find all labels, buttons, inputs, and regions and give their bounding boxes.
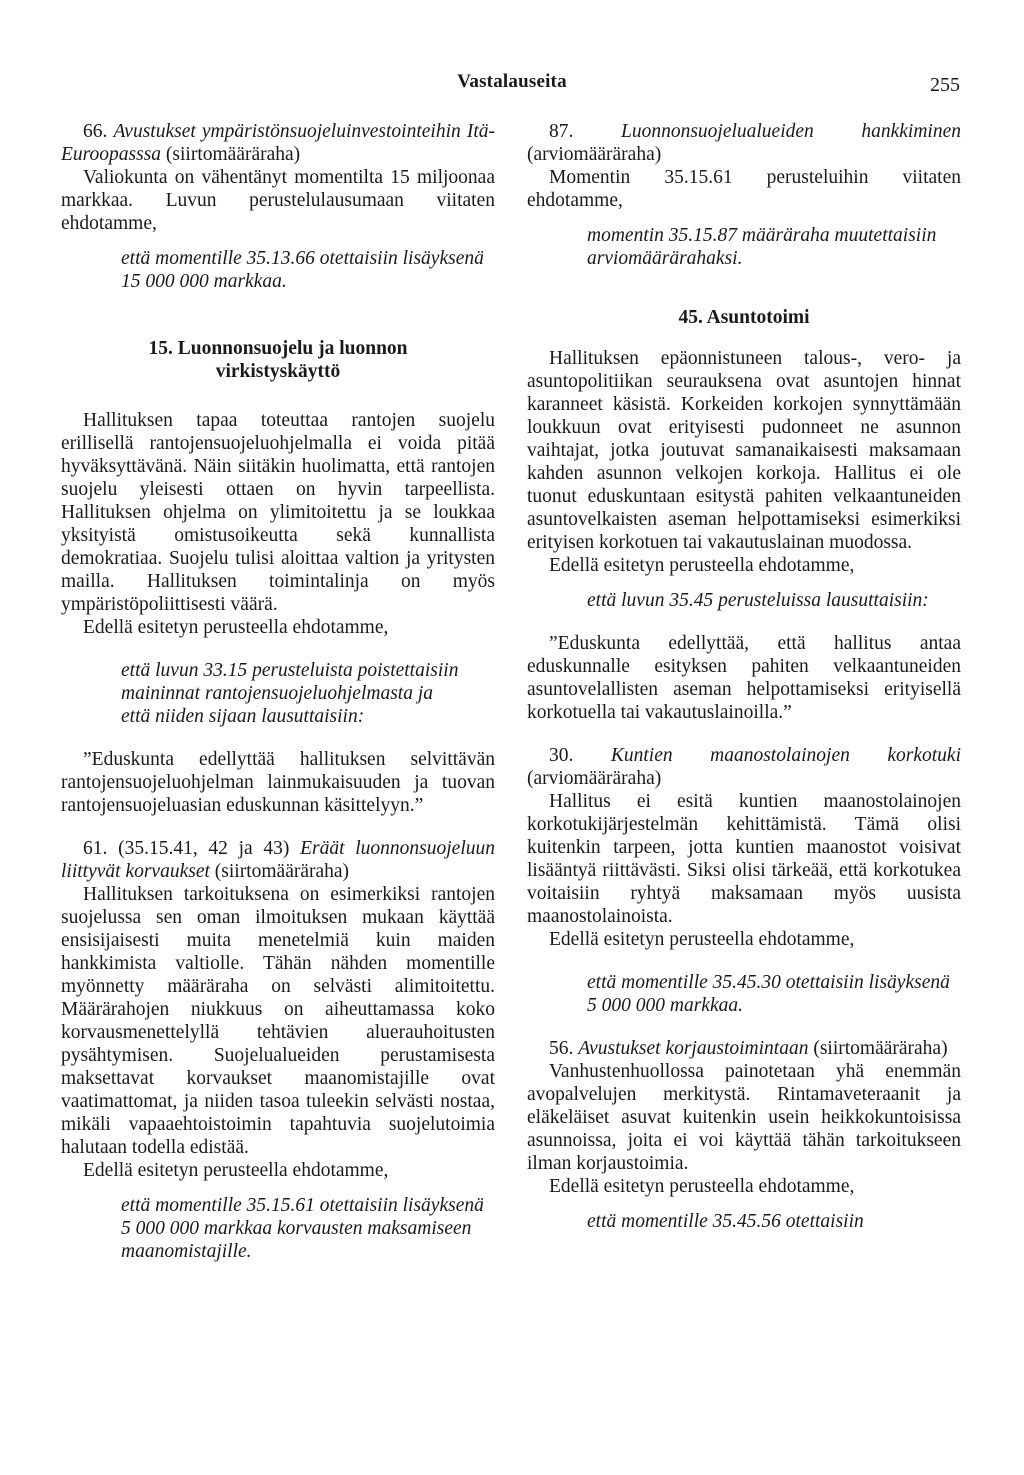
section-56-name: Avustukset korjaustoimintaan bbox=[578, 1038, 809, 1059]
chapter-45-quote: ”Eduskunta edellyttää, että hallitus antaa eduskunnalle esityksen pahiten velkaantuneiden asuntovelallisten aseman helpottamiseksi erityisellä korkotuella tai vakautuslainoilla.” bbox=[527, 633, 961, 723]
section-30-name: Kuntien maanostolainojen korkotuki bbox=[610, 745, 961, 766]
section-56-number: 56. bbox=[549, 1038, 579, 1059]
section-30-lead: Edellä esitetyn perusteella ehdotamme, bbox=[549, 929, 855, 950]
section-56-body: Vanhustenhuollossa painotetaan yhä enemmän avopalvelujen merkitystä. Rintamaveteraanit ja eläkeläiset asuvat kuitenkin usein heikkokuntoisissa asunnoissa, joita ei voi käyttää tähän tarkoitukseen ilman korjaustoimia. bbox=[527, 1061, 961, 1174]
section-61-kind: (siirtomääräraha) bbox=[209, 861, 350, 882]
chapter-15-body: Hallituksen tapaa toteuttaa rantojen suojelu erillisellä rantojensuojeluohjelmalla ei voida pitää hyväksyttävänä. Näin siitäkin huolimatta, että rantojen suojelu yleisesti ottaen on hyvin tarpeellista. Hallituksen ohjelma on ylimitoitettu ja se loukkaa yksityistä omistusoikeutta sekä kunnallista demokratiaa. Suojelu tulisi aloittaa valtion ja yritysten mailla. Hallituksen toimintalinja on myös ympäristöpoliittisesti väärä. bbox=[61, 410, 495, 615]
chapter-15-quote: ”Eduskunta edellyttää hallituksen selvittävän rantojensuojeluohjelman lainmukaisuuden ja tuovan rantojensuojeluasian eduskunnan käsittelyyn.” bbox=[61, 749, 495, 816]
section-66-name: Avustukset ympäristönsuojeluinvestointeihin Itä-Euroopasssa bbox=[61, 121, 496, 165]
page-header bbox=[0, 70, 1024, 100]
section-87-body: Momentin 35.15.61 perusteluihin viitaten ehdotamme, bbox=[527, 167, 961, 211]
section-87-number: 87. bbox=[549, 121, 621, 142]
section-61-body: Hallituksen tarkoituksena on esimerkiksi rantojen suojelussa sen oman ilmoituksen mukaan käyttää ensisijaisesti muita menetelmiä kuin maiden hankkimista valtiolle. Tähän nähden momentille myönnetty määräraha on selvästi alimitoitettu. Määrärahojen niukkuus on aiheuttamassa koko korvausmenettelyllä tehtävien aluerauhoitusten pysähtymisen. Suojelualueiden perustamisesta maksettavat korvaukset maanomistajille ovat vaatimattomat, ja niiden tasoa tuleekin selvästi nostaa, mikäli vapaaehtoistoimin tapahtuvia suojelutoimia halutaan todella edistää. bbox=[61, 884, 495, 1158]
right-column bbox=[527, 120, 961, 1233]
chapter-15-heading: 15. Luonnonsuojelu ja luonnon virkistyskäyttö bbox=[148, 338, 408, 382]
section-61-lead: Edellä esitetyn perusteella ehdotamme, bbox=[83, 1160, 389, 1181]
section-61-proposal: että momentille 35.15.61 otettaisiin lisäyksenä 5 000 000 markkaa korvausten maksamiseen maanomistajille. bbox=[121, 1195, 484, 1262]
section-30-number: 30. bbox=[549, 745, 611, 766]
running-head: Vastalauseita bbox=[457, 71, 567, 92]
section-87-kind: (arviomääräraha) bbox=[527, 144, 662, 165]
section-66-proposal: että momentille 35.13.66 otettaisiin lisäyksenä 15 000 000 markkaa. bbox=[121, 248, 484, 292]
section-56-title bbox=[527, 1037, 961, 1060]
chapter-45-body: Hallituksen epäonnistuneen talous-, vero- ja asuntopolitiikan seurauksena ovat asuntojen hinnat karanneet käsistä. Korkeiden korkojen synnyttämään loukkuun ovat erityisesti pudonneet ne asunnon vaihtajat, jotka joutuvat samanaikaisesti maksamaan kahden asunnon velkojen korkoja. Hallitus ei ole tuonut eduskuntaan esitystä pahiten velkaantuneiden asuntovelkaisten aseman helpottamiseksi esimerkiksi erityisen korkotuen tai vakautuslainan muodossa. bbox=[527, 348, 961, 553]
chapter-45-lead: Edellä esitetyn perusteella ehdotamme, bbox=[549, 555, 855, 576]
section-61-title bbox=[61, 837, 495, 883]
section-30-kind: (arviomääräraha) bbox=[527, 768, 662, 789]
chapter-45-heading: 45. Asuntotoimi bbox=[678, 307, 810, 328]
section-61-number: 61. (35.15.41, 42 ja 43) bbox=[83, 838, 301, 859]
section-66-number: 66. bbox=[83, 121, 114, 142]
chapter-15-lead: Edellä esitetyn perusteella ehdotamme, bbox=[83, 617, 389, 638]
page-number: 255 bbox=[930, 74, 960, 96]
section-87-name: Luonnonsuojelualueiden hankkiminen bbox=[620, 121, 962, 142]
section-61-name: Eräät luonnonsuojeluun liittyvät korvaukset bbox=[61, 838, 496, 882]
section-87-proposal: momentin 35.15.87 määräraha muutettaisiin arviomäärärahaksi. bbox=[587, 225, 937, 269]
section-56-lead: Edellä esitetyn perusteella ehdotamme, bbox=[549, 1176, 855, 1197]
chapter-45-proposal: että luvun 35.45 perusteluissa lausuttaisiin: bbox=[587, 590, 929, 611]
section-66-body: Valiokunta on vähentänyt momentilta 15 miljoonaa markkaa. Luvun perustelulausumaan viitaten ehdotamme, bbox=[61, 167, 495, 234]
section-66-title bbox=[61, 120, 495, 166]
left-column bbox=[61, 120, 495, 1263]
section-30-title bbox=[527, 744, 961, 790]
section-87-title bbox=[527, 120, 961, 166]
section-56-proposal: että momentille 35.45.56 otettaisiin bbox=[587, 1211, 864, 1232]
section-56-kind: (siirtomääräraha) bbox=[808, 1038, 948, 1059]
chapter-15-proposal-1: että luvun 33.15 perusteluista poistettaisiin maininnat rantojensuojeluohjelmasta ja bbox=[121, 660, 459, 704]
section-30-body: Hallitus ei esitä kuntien maanostolainojen korkotukijärjestelmän kehittämistä. Tämä olisi kuitenkin tarpeen, jotta kuntien maanostot voisivat lisääntyä riittävästi. Siksi olisi tärkeää, että korkotukea voitaisiin ryhtyä maksamaan myös uusista maanostolainoista. bbox=[527, 791, 961, 927]
section-30-proposal: että momentille 35.45.30 otettaisiin lisäyksenä 5 000 000 markkaa. bbox=[587, 972, 950, 1016]
chapter-15-proposal-2: että niiden sijaan lausuttaisiin: bbox=[121, 706, 365, 727]
section-66-kind: (siirtomääräraha) bbox=[161, 144, 301, 165]
